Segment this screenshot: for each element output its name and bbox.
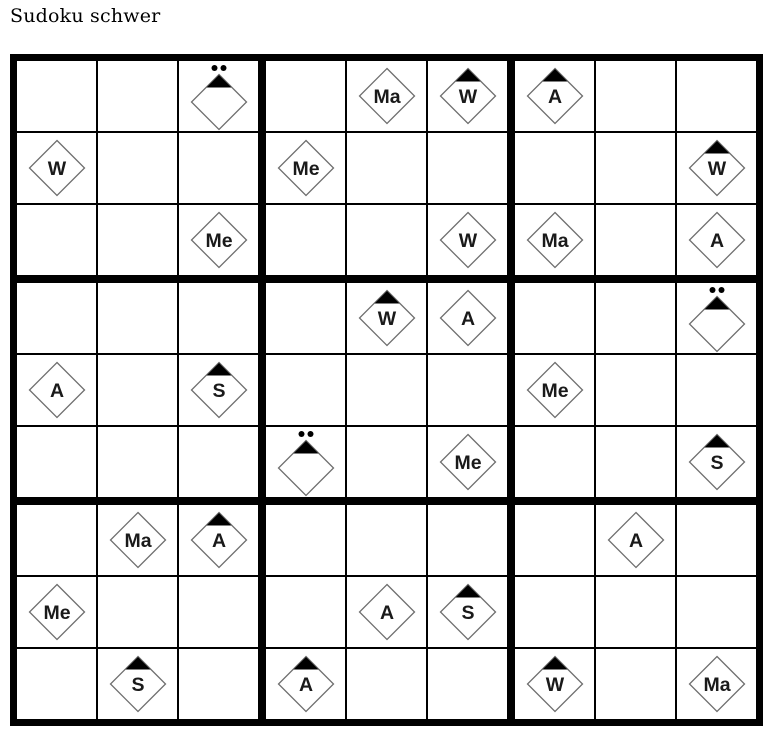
cell-r8c8[interactable] <box>596 577 677 649</box>
cell-r6c8[interactable] <box>596 427 677 505</box>
diamond-icon <box>190 511 248 569</box>
diamond-icon <box>688 295 746 353</box>
clue-symbol: A <box>211 530 226 552</box>
cell-r9c6[interactable] <box>428 649 515 719</box>
cell-r3c4[interactable] <box>266 205 347 283</box>
cell-r3c1[interactable] <box>17 205 98 283</box>
cell-r8c6[interactable] <box>428 577 515 649</box>
cell-r5c2[interactable] <box>98 355 179 427</box>
given-clue <box>28 139 86 197</box>
triangle-marker <box>704 141 729 154</box>
cell-r6c5[interactable] <box>347 427 428 505</box>
diamond-icon <box>526 655 584 713</box>
cell-r6c4[interactable] <box>266 427 347 505</box>
cell-r6c9[interactable] <box>677 427 756 505</box>
diamond-icon <box>28 583 86 641</box>
given-clue <box>439 583 497 641</box>
given-clue <box>109 655 167 713</box>
clue-symbol: A <box>298 674 313 696</box>
given-clue <box>526 361 584 419</box>
diamond-icon <box>439 211 497 269</box>
clue-symbol: S <box>460 602 475 624</box>
given-clue <box>277 439 335 497</box>
triangle-marker <box>293 441 318 454</box>
dots-marker <box>709 287 724 293</box>
diamond-icon <box>28 361 86 419</box>
clue-symbol: Ma <box>372 86 401 108</box>
triangle-marker <box>206 513 231 526</box>
cell-r7c9[interactable] <box>677 505 756 577</box>
cell-r4c6[interactable] <box>428 283 515 355</box>
cell-r5c8[interactable] <box>596 355 677 427</box>
cell-r7c1[interactable] <box>17 505 98 577</box>
cell-r5c5[interactable] <box>347 355 428 427</box>
cell-r4c7[interactable] <box>515 283 596 355</box>
cell-r2c4[interactable] <box>266 133 347 205</box>
clue-symbol: S <box>211 380 226 402</box>
cell-r5c1[interactable] <box>17 355 98 427</box>
diamond-icon <box>526 67 584 125</box>
triangle-marker <box>374 291 399 304</box>
diamond-icon <box>277 655 335 713</box>
clue-symbol: W <box>377 308 396 330</box>
clue-symbol: Ma <box>123 530 152 552</box>
cell-r9c4[interactable] <box>266 649 347 719</box>
triangle-marker <box>206 75 231 88</box>
cell-r9c1[interactable] <box>17 649 98 719</box>
cell-r7c2[interactable] <box>98 505 179 577</box>
clue-symbol: A <box>709 230 724 252</box>
given-clue <box>526 67 584 125</box>
cell-r3c7[interactable] <box>515 205 596 283</box>
cell-r3c8[interactable] <box>596 205 677 283</box>
sudoku-grid <box>10 54 763 726</box>
clue-symbol: Me <box>540 380 569 402</box>
diamond-icon <box>439 433 497 491</box>
cell-r9c9[interactable] <box>677 649 756 719</box>
diamond-icon <box>28 139 86 197</box>
cell-r1c8[interactable] <box>596 61 677 133</box>
cell-r5c3[interactable] <box>179 355 266 427</box>
diamond-icon <box>358 289 416 347</box>
cell-r4c9[interactable] <box>677 283 756 355</box>
triangle-marker <box>206 363 231 376</box>
given-clue <box>190 73 248 131</box>
cell-r1c7[interactable] <box>515 61 596 133</box>
cell-r8c7[interactable] <box>515 577 596 649</box>
cell-r3c9[interactable] <box>677 205 756 283</box>
given-clue <box>688 295 746 353</box>
cell-r9c5[interactable] <box>347 649 428 719</box>
triangle-marker <box>125 657 150 670</box>
clue-symbol: W <box>545 674 564 696</box>
cell-r1c4[interactable] <box>266 61 347 133</box>
clue-symbol: W <box>707 158 726 180</box>
diamond-icon <box>526 361 584 419</box>
diamond-icon <box>688 211 746 269</box>
given-clue <box>688 655 746 713</box>
clue-symbol: Ma <box>702 674 731 696</box>
cell-r8c3[interactable] <box>179 577 266 649</box>
given-clue <box>109 511 167 569</box>
diamond-icon <box>277 139 335 197</box>
clue-symbol: A <box>547 86 562 108</box>
clue-symbol: Me <box>42 602 71 624</box>
cell-r9c7[interactable] <box>515 649 596 719</box>
clue-symbol: Me <box>453 452 482 474</box>
clue-symbol: S <box>709 452 724 474</box>
cell-r5c6[interactable] <box>428 355 515 427</box>
cell-r2c8[interactable] <box>596 133 677 205</box>
cell-r7c8[interactable] <box>596 505 677 577</box>
triangle-marker <box>455 69 480 82</box>
given-clue <box>28 361 86 419</box>
cell-r5c7[interactable] <box>515 355 596 427</box>
diamond-icon <box>190 211 248 269</box>
cell-r9c3[interactable] <box>179 649 266 719</box>
cell-r1c3[interactable] <box>179 61 266 133</box>
diamond-icon <box>190 73 248 131</box>
cell-r3c6[interactable] <box>428 205 515 283</box>
clue-symbol: A <box>628 530 643 552</box>
diamond-icon <box>109 655 167 713</box>
cell-r2c6[interactable] <box>428 133 515 205</box>
given-clue <box>190 361 248 419</box>
cell-r2c9[interactable] <box>677 133 756 205</box>
given-clue <box>439 67 497 125</box>
clue-symbol: W <box>458 230 477 252</box>
given-clue <box>688 139 746 197</box>
diamond-icon <box>688 139 746 197</box>
diamond-icon <box>688 655 746 713</box>
diamond-icon <box>439 67 497 125</box>
given-clue <box>358 583 416 641</box>
cell-r1c1[interactable] <box>17 61 98 133</box>
given-clue <box>688 433 746 491</box>
cell-r4c5[interactable] <box>347 283 428 355</box>
cell-r2c1[interactable] <box>17 133 98 205</box>
cell-r4c1[interactable] <box>17 283 98 355</box>
dots-marker <box>298 431 313 437</box>
given-clue <box>358 289 416 347</box>
cell-r6c7[interactable] <box>515 427 596 505</box>
given-clue <box>688 211 746 269</box>
given-clue <box>190 211 248 269</box>
cell-r5c4[interactable] <box>266 355 347 427</box>
cell-r8c1[interactable] <box>17 577 98 649</box>
clue-symbol: Me <box>204 230 233 252</box>
cell-r4c4[interactable] <box>266 283 347 355</box>
diamond-icon <box>190 361 248 419</box>
given-clue <box>277 139 335 197</box>
cell-r2c7[interactable] <box>515 133 596 205</box>
cell-r7c3[interactable] <box>179 505 266 577</box>
diamond-icon <box>688 433 746 491</box>
cell-r4c8[interactable] <box>596 283 677 355</box>
cell-r7c7[interactable] <box>515 505 596 577</box>
cell-r6c1[interactable] <box>17 427 98 505</box>
triangle-marker <box>542 69 567 82</box>
cell-r2c3[interactable] <box>179 133 266 205</box>
cell-r1c9[interactable] <box>677 61 756 133</box>
clue-symbol: A <box>49 380 64 402</box>
diamond-icon <box>607 511 665 569</box>
cell-r1c2[interactable] <box>98 61 179 133</box>
cell-r7c5[interactable] <box>347 505 428 577</box>
clue-symbol: A <box>460 308 475 330</box>
cell-r9c8[interactable] <box>596 649 677 719</box>
given-clue <box>439 289 497 347</box>
cell-r6c6[interactable] <box>428 427 515 505</box>
triangle-marker <box>293 657 318 670</box>
cell-r7c4[interactable] <box>266 505 347 577</box>
given-clue <box>277 655 335 713</box>
cell-r3c5[interactable] <box>347 205 428 283</box>
triangle-marker <box>704 297 729 310</box>
clue-symbol: A <box>379 602 394 624</box>
given-clue <box>358 67 416 125</box>
given-clue <box>526 211 584 269</box>
given-clue <box>28 583 86 641</box>
diamond-icon <box>358 583 416 641</box>
given-clue <box>190 511 248 569</box>
cell-r2c5[interactable] <box>347 133 428 205</box>
clue-symbol: W <box>47 158 66 180</box>
cell-r8c5[interactable] <box>347 577 428 649</box>
triangle-marker <box>704 435 729 448</box>
clue-symbol: S <box>130 674 145 696</box>
cell-r3c3[interactable] <box>179 205 266 283</box>
diamond-icon <box>439 583 497 641</box>
cell-r6c2[interactable] <box>98 427 179 505</box>
clue-symbol: Me <box>291 158 320 180</box>
cell-r8c4[interactable] <box>266 577 347 649</box>
given-clue <box>607 511 665 569</box>
cell-r4c3[interactable] <box>179 283 266 355</box>
cell-r1c6[interactable] <box>428 61 515 133</box>
diamond-icon <box>526 211 584 269</box>
given-clue <box>439 211 497 269</box>
diamond-icon <box>109 511 167 569</box>
cell-r8c2[interactable] <box>98 577 179 649</box>
clue-symbol: Ma <box>540 230 569 252</box>
diamond-icon <box>277 439 335 497</box>
given-clue <box>526 655 584 713</box>
cell-r5c9[interactable] <box>677 355 756 427</box>
cell-r3c2[interactable] <box>98 205 179 283</box>
cell-r9c2[interactable] <box>98 649 179 719</box>
cell-r1c5[interactable] <box>347 61 428 133</box>
triangle-marker <box>455 585 480 598</box>
cell-r7c6[interactable] <box>428 505 515 577</box>
triangle-marker <box>542 657 567 670</box>
cell-r2c2[interactable] <box>98 133 179 205</box>
diamond-icon <box>358 67 416 125</box>
cell-r8c9[interactable] <box>677 577 756 649</box>
cell-r4c2[interactable] <box>98 283 179 355</box>
cell-r6c3[interactable] <box>179 427 266 505</box>
given-clue <box>439 433 497 491</box>
clue-symbol: W <box>458 86 477 108</box>
diamond-icon <box>439 289 497 347</box>
page-title: Sudoku schwer <box>10 5 161 27</box>
dots-marker <box>211 65 226 71</box>
